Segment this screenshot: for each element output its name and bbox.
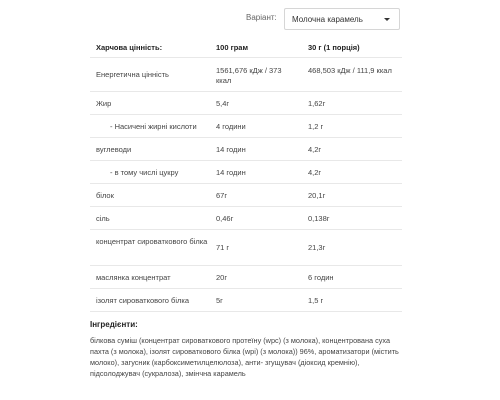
header-per-serving: 30 г (1 порція) [308, 43, 360, 52]
row-per-100g: 5г [216, 296, 223, 305]
ingredients-title: Інгредієнти: [90, 320, 138, 329]
nutrition-table [90, 38, 402, 312]
variant-selected-value: Молочна карамель [292, 15, 363, 24]
table-row [90, 184, 402, 207]
row-per-100g: 0,46г [216, 214, 234, 223]
table-row [90, 92, 402, 115]
table-row [90, 58, 402, 92]
ingredients-section [90, 320, 406, 379]
row-per-100g: 14 годин [216, 145, 246, 154]
table-row [90, 207, 402, 230]
row-per-100g: 14 годин [216, 168, 246, 177]
row-per-serving: 4,2г [308, 145, 322, 154]
row-name: білок [96, 191, 114, 200]
table-row [90, 266, 402, 289]
row-per-serving: 4,2г [308, 168, 322, 177]
row-name: Жир [96, 99, 112, 108]
row-name: концентрат сироваткового білка [96, 237, 208, 246]
row-per-100g: 20г [216, 273, 228, 282]
variant-label: Варіант: [246, 13, 277, 22]
table-row [90, 115, 402, 138]
table-row [90, 289, 402, 312]
row-name: - Насичені жирні кислоти [110, 122, 197, 131]
row-per-serving: 468,503 кДж / 111,9 ккал [308, 66, 392, 75]
header-per-100g: 100 грам [216, 43, 249, 52]
ingredients-text: білкова суміш (концентрат сироваткового протеїну (wpc) (з молока), концентрована суха пахта (з молока), ізолят сироваткового білка (wpi) (з молока)) 96%, ароматизатори (містить молоко), загусник (карбоксиметилцелюлоза), анти- згущувач (діоксид кремнію), підсолоджувач (сукралоза), змінчна карамель [90, 336, 399, 378]
row-per-serving: 6 годин [308, 273, 334, 282]
row-name: вуглеводи [96, 145, 132, 154]
row-name: - в тому числі цукру [110, 168, 179, 177]
row-per-100g: 5,4г [216, 99, 230, 108]
row-name: ізолят сироваткового білка [96, 296, 189, 305]
row-per-serving: 21,3г [308, 243, 326, 252]
chevron-down-icon [384, 18, 390, 21]
row-per-serving: 1,2 г [308, 122, 324, 131]
table-row [90, 138, 402, 161]
row-per-serving: 1,5 г [308, 296, 324, 305]
row-name: маслянка концентрат [96, 273, 171, 282]
row-per-serving: 0,138г [308, 214, 330, 223]
variant-row [0, 8, 500, 30]
table-row [90, 161, 402, 184]
row-name: Енергетична цінність [96, 70, 169, 79]
row-name: сіль [96, 214, 110, 223]
table-row [90, 230, 402, 266]
row-per-serving: 20,1г [308, 191, 326, 200]
table-header-row [90, 38, 402, 58]
row-per-100g: 71 г [216, 243, 230, 252]
row-per-100g: 4 години [216, 122, 246, 131]
row-per-100g: 67г [216, 191, 228, 200]
header-nutrition: Харчова цінність: [96, 43, 163, 52]
variant-select[interactable] [284, 8, 400, 30]
row-per-100g: 1561,676 кДж / 373 ккал [216, 66, 282, 85]
row-per-serving: 1,62г [308, 99, 326, 108]
